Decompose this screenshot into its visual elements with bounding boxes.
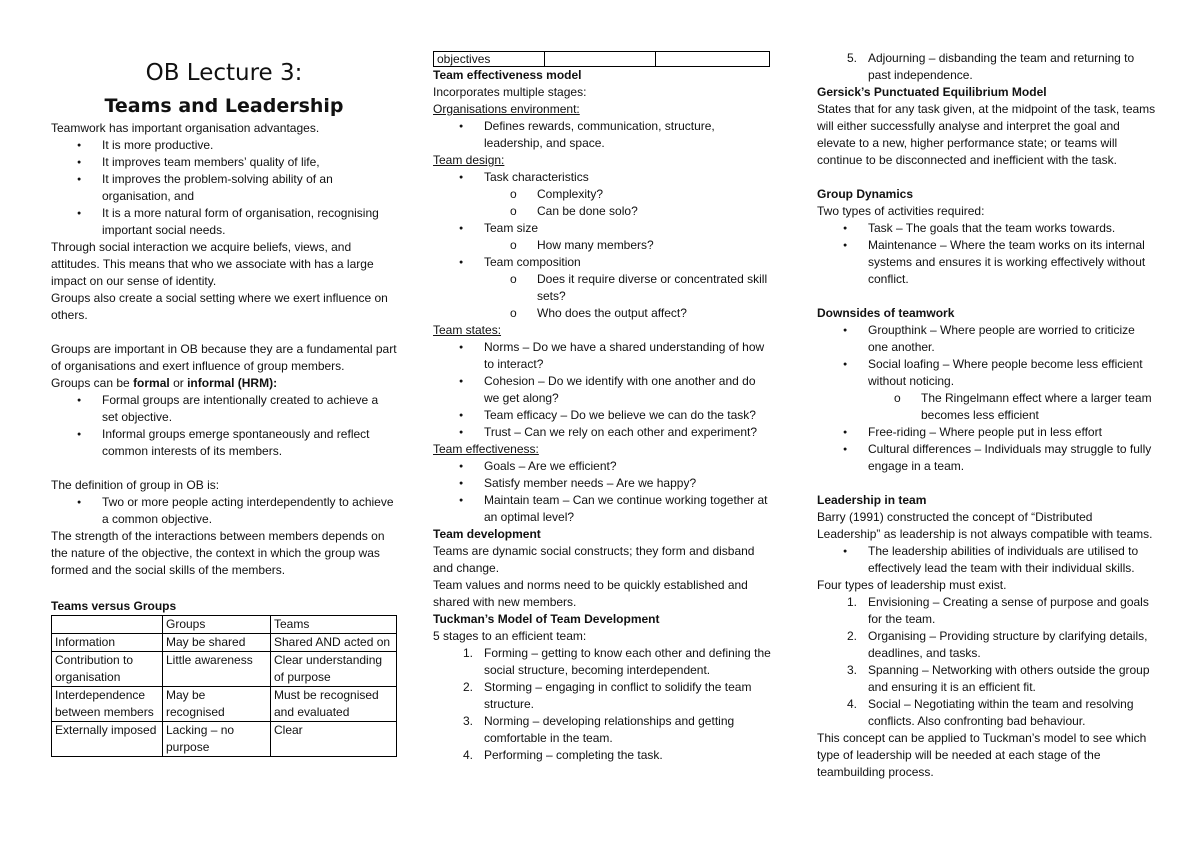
paragraph-strength: The strength of the interactions between members depends on the nature of the objective, the context in which the group was formed and the social skills of the members. xyxy=(51,529,385,577)
table-cell xyxy=(545,52,656,67)
list-item: ● It improves the problem-solving ability of an organisation, and xyxy=(51,171,397,205)
paragraph-groups: Groups also create a social setting where we exert influence on others. xyxy=(51,291,388,322)
list-number: 4. xyxy=(463,748,474,762)
table-header: Teams xyxy=(271,616,397,634)
list-item: ● Cultural differences – Individuals may struggle to fully engage in a team. xyxy=(817,441,1157,475)
list-number: 1. xyxy=(463,646,474,660)
list-item: ● Formal groups are intentionally created to achieve a set objective. xyxy=(51,392,397,426)
list-item: ● It is more productive. xyxy=(51,137,397,154)
table-cell: Externally imposed xyxy=(52,722,163,757)
list-item: ● It improves team members’ quality of life, xyxy=(51,154,397,171)
env-list xyxy=(433,118,773,152)
leadership-text: Barry (1991) constructed the concept of “Distributed Leadership” as leadership is not always compatible with teams. xyxy=(817,510,1153,541)
task-sub-list xyxy=(433,186,773,220)
list-item: ● Trust – Can we rely on each other and experiment? xyxy=(433,424,773,441)
table-header: Groups xyxy=(163,616,271,634)
model-intro: Incorporates multiple stages: xyxy=(433,85,587,99)
definition-intro: The definition of group in OB is: xyxy=(51,478,220,492)
gersick-text: States that for any task given, at the midpoint of the task, teams will either successfully analyse and interpret the goal and elevate to a new, higher performance state; or teams will continue to be disconnected and inefficient with the task. xyxy=(817,102,1156,167)
list-item: ● Satisfy member needs – Are we happy? xyxy=(433,475,773,492)
leadership-list xyxy=(817,543,1157,577)
list-item: ● Social loafing – Where people become less efficient without noticing. xyxy=(817,356,1157,390)
table-cell: May be recognised xyxy=(163,687,271,722)
list-item: ● Goals – Are we efficient? xyxy=(433,458,773,475)
list-item: ● Task characteristics xyxy=(433,169,773,186)
list-text: Spanning – Networking with others outside the group and ensuring it is an efficient fit. xyxy=(868,663,1150,694)
list-text: Forming – getting to know each other and defining the social structure, becoming interdependent. xyxy=(484,646,771,677)
table-cell: Interdependence between members xyxy=(52,687,163,722)
table-header-row xyxy=(52,616,397,634)
list-number: 2. xyxy=(847,629,858,643)
tuckman-intro: 5 stages to an efficient team: xyxy=(433,629,587,643)
table-cell: May be shared xyxy=(163,634,271,652)
list-text: Performing – completing the task. xyxy=(484,748,663,762)
size-sub-list xyxy=(433,237,773,254)
formal-word: formal xyxy=(133,376,170,390)
dev-paragraph-1: Teams are dynamic social constructs; they form and disband and change. xyxy=(433,544,755,575)
list-item: ● Informal groups emerge spontaneously and reflect common interests of its members. xyxy=(51,426,397,460)
tuckman-list-cont xyxy=(817,50,1157,84)
teams-groups-table xyxy=(51,615,397,757)
comp-list xyxy=(433,254,773,271)
dev-title: Team development xyxy=(433,527,541,541)
list-item: ● It is a more natural form of organisation, recognising important social needs. xyxy=(51,205,397,239)
group-types-list xyxy=(51,392,397,460)
four-types: Four types of leadership must exist. xyxy=(817,578,1007,592)
list-text: Storming – engaging in conflict to solidify the team structure. xyxy=(484,680,752,711)
states-heading: Team states: xyxy=(433,323,502,337)
table-row xyxy=(52,687,397,722)
dynamics-list xyxy=(817,220,1157,288)
list-item: ● Groupthink – Where people are worried to criticize one another. xyxy=(817,322,1157,356)
effectiveness-heading: Team effectiveness: xyxy=(433,442,539,456)
downsides-list xyxy=(817,322,1157,390)
table-cell: Clear xyxy=(271,722,397,757)
leadership-types-list xyxy=(817,594,1157,730)
document-title: OB Lecture 3: xyxy=(145,60,303,86)
table-cell: Contribution to organisation xyxy=(52,652,163,687)
intro-text: Teamwork has important organisation advantages. xyxy=(51,121,320,135)
list-number: 5. xyxy=(847,51,858,65)
document-subtitle: Teams and Leadership xyxy=(104,95,344,117)
list-item: ● The leadership abilities of individuals are utilised to effectively lead the team with their individual skills. xyxy=(817,543,1157,577)
table-cell: objectives xyxy=(434,52,545,67)
list-item: o Does it require diverse or concentrated skill sets? xyxy=(433,271,773,305)
list-item: ● Task – The goals that the team works towards. xyxy=(817,220,1157,237)
dynamics-title: Group Dynamics xyxy=(817,187,914,201)
model-title: Team effectiveness model xyxy=(433,68,582,82)
loafing-sub-list xyxy=(817,390,1157,424)
column-middle xyxy=(433,51,773,764)
list-item: o Complexity? xyxy=(433,186,773,203)
list-item: ● Free-riding – Where people put in less effort xyxy=(817,424,1157,441)
table-header xyxy=(52,616,163,634)
list-item: ● Team size xyxy=(433,220,773,237)
list-text: Organising – Providing structure by clarifying details, deadlines, and tasks. xyxy=(868,629,1148,660)
list-item: o How many members? xyxy=(433,237,773,254)
states-list xyxy=(433,339,773,441)
list-number: 3. xyxy=(463,714,474,728)
tuckman-list xyxy=(433,645,773,764)
formal-or: or xyxy=(169,376,188,390)
leadership-title: Leadership in team xyxy=(817,493,927,507)
table-cell: Information xyxy=(52,634,163,652)
column-right xyxy=(817,50,1157,781)
list-text: Envisioning – Creating a sense of purpose and goals for the team. xyxy=(868,595,1149,626)
informal-word: informal (HRM): xyxy=(187,376,278,390)
list-number: 1. xyxy=(847,595,858,609)
list-item: ● Norms – Do we have a shared understanding of how to interact? xyxy=(433,339,773,373)
list-item xyxy=(817,50,1157,84)
list-item xyxy=(817,594,1157,628)
table-title: Teams versus Groups xyxy=(51,599,177,613)
list-item: ● Maintenance – Where the team works on its internal systems and ensures it is working effectively without conflict. xyxy=(817,237,1157,288)
table-row xyxy=(52,722,397,757)
table-cell: Clear understanding of purpose xyxy=(271,652,397,687)
design-list xyxy=(433,169,773,186)
list-text: Norming – developing relationships and getting comfortable in the team. xyxy=(484,714,735,745)
list-number: 2. xyxy=(463,680,474,694)
dev-paragraph-2: Team values and norms need to be quickly established and shared with new members. xyxy=(433,578,748,609)
tuckman-title: Tuckman’s Model of Team Development xyxy=(433,612,660,626)
list-item xyxy=(817,628,1157,662)
downsides-title: Downsides of teamwork xyxy=(817,306,955,320)
list-item xyxy=(433,645,773,679)
list-item xyxy=(433,679,773,713)
list-number: 4. xyxy=(847,697,858,711)
table-cell: Must be recognised and evaluated xyxy=(271,687,397,722)
list-item: ● Team composition xyxy=(433,254,773,271)
formal-prefix: Groups can be xyxy=(51,376,134,390)
table-row xyxy=(52,652,397,687)
list-item: o The Ringelmann effect where a larger team becomes less efficient xyxy=(817,390,1157,424)
list-text: Social – Negotiating within the team and resolving conflicts. Also confronting bad behaviour. xyxy=(868,697,1134,728)
list-item xyxy=(817,662,1157,696)
paragraph-social: Through social interaction we acquire beliefs, views, and attitudes. This means that who we associate with has a large impact on our sense of identity. xyxy=(51,240,374,288)
size-list xyxy=(433,220,773,237)
paragraph-formal xyxy=(51,375,397,392)
list-item xyxy=(817,696,1157,730)
list-item: ● Defines rewards, communication, structure, leadership, and space. xyxy=(433,118,773,152)
table-continuation xyxy=(433,51,770,67)
list-number: 3. xyxy=(847,663,858,677)
list-item xyxy=(433,747,773,764)
dynamics-intro: Two types of activities required: xyxy=(817,204,985,218)
definition-list xyxy=(51,494,397,528)
comp-sub-list xyxy=(433,271,773,322)
table-cell: Little awareness xyxy=(163,652,271,687)
paragraph-important: Groups are important in OB because they are a fundamental part of organisations and exert influence of group members. xyxy=(51,342,397,373)
list-item: ● Two or more people acting interdependently to achieve a common objective. xyxy=(51,494,397,528)
list-item: o Can be done solo? xyxy=(433,203,773,220)
column-left xyxy=(51,58,397,757)
gersick-title: Gersick’s Punctuated Equilibrium Model xyxy=(817,85,1047,99)
table-cell xyxy=(656,52,770,67)
env-heading: Organisations environment: xyxy=(433,102,580,116)
list-item: ● Cohesion – Do we identify with one another and do we get along? xyxy=(433,373,773,407)
list-item: ● Team efficacy – Do we believe we can do the task? xyxy=(433,407,773,424)
design-heading: Team design: xyxy=(433,153,505,167)
list-text: Adjourning – disbanding the team and returning to past independence. xyxy=(868,51,1135,82)
table-row xyxy=(52,634,397,652)
table-row xyxy=(434,52,770,67)
table-cell: Shared AND acted on xyxy=(271,634,397,652)
advantages-list xyxy=(51,137,397,239)
downsides-list-2 xyxy=(817,424,1157,475)
effectiveness-list xyxy=(433,458,773,526)
table-cell: Lacking – no purpose xyxy=(163,722,271,757)
list-item xyxy=(433,713,773,747)
closing-text: This concept can be applied to Tuckman’s model to see which type of leadership will be needed at each stage of the teambuilding process. xyxy=(817,731,1147,779)
list-item: o Who does the output affect? xyxy=(433,305,773,322)
list-item: ● Maintain team – Can we continue working together at an optimal level? xyxy=(433,492,773,526)
